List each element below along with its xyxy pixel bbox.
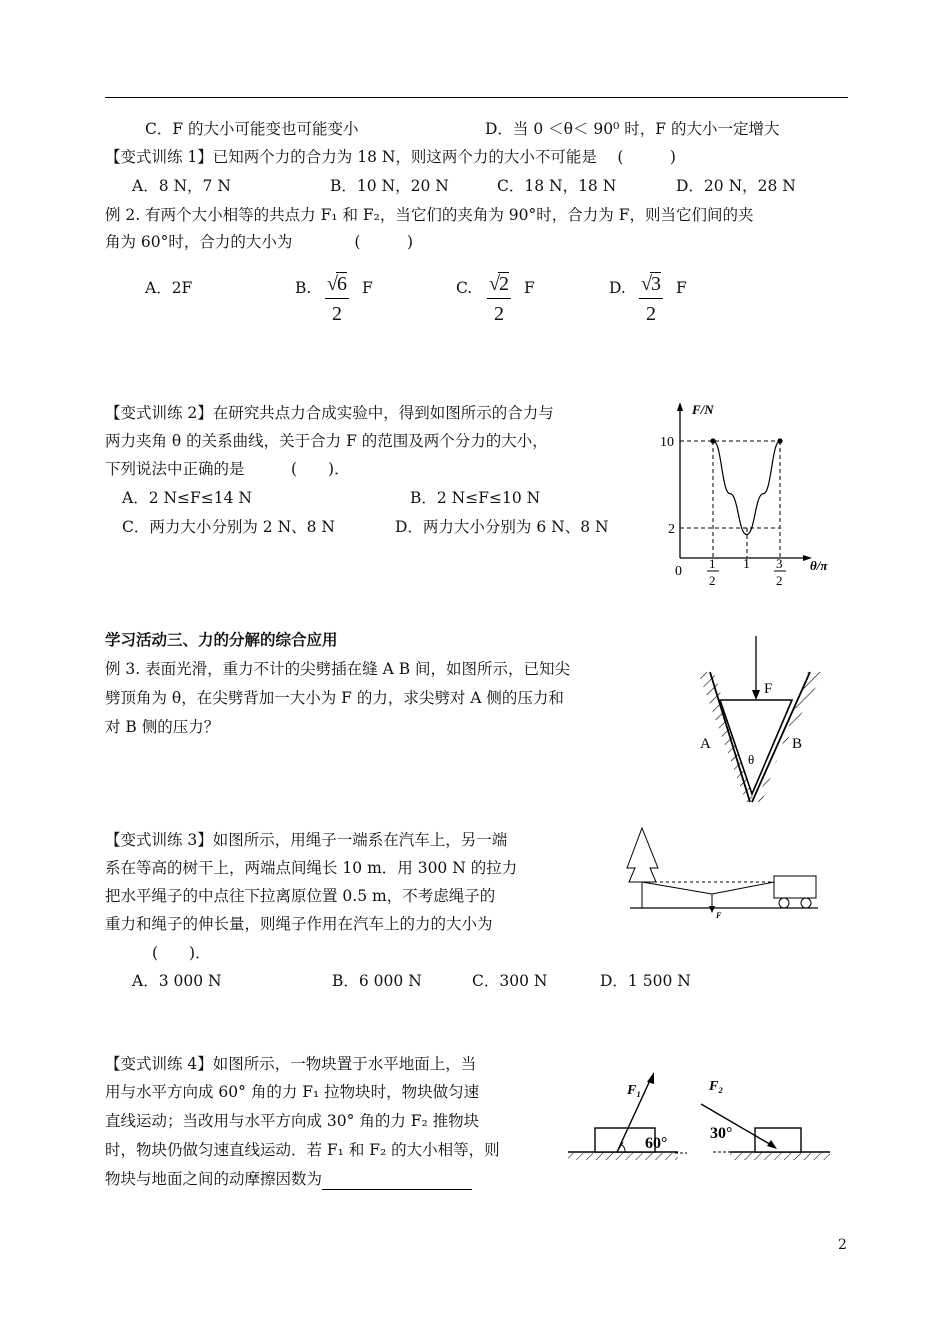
ex2-option-d-unit: F [676,279,687,297]
var4-line5-text: 物块与地面之间的动摩擦因数为 [105,1170,323,1188]
var3-line3: 把水平绳子的中点往下拉离原位置 0.5 m，不考虑绳子的 [105,887,496,905]
var1-option-b: B．10 N，20 N [330,177,449,195]
ex3-line1: 例 3. 表面光滑，重力不计的尖劈插在缝 A B 间，如图所示，已知尖 [105,660,571,678]
ex3-line2: 劈顶角为 θ，在尖劈背加一大小为 F 的力，求尖劈对 A 侧的压力和 [105,689,564,707]
var2-option-a: A．2 N≤F≤14 N [122,489,252,507]
ex2-option-c-fraction: $\frac{√2}{2}$ [489,273,509,325]
fraction-denominator: 2 [331,303,342,325]
graph-y-tick-10: 10 [660,435,674,450]
tree-icon [627,828,658,882]
resultant-curve [713,441,780,535]
wedge-side-b-label: B [792,736,803,752]
var3-option-a: A．3 000 N [132,972,222,990]
force-f1-label: F₁ [627,1083,642,1098]
answer-blank [322,1173,472,1190]
force-f2-label: F₂ [709,1079,724,1094]
var2-line2: 两力夹角 θ 的关系曲线，关于合力 F 的范围及两个分力的大小， [105,432,548,450]
car-icon [774,876,816,898]
var3-option-d: D．1 500 N [600,972,691,990]
ex3-line3: 对 B 侧的压力？ [105,718,220,736]
angle-60-label: 60° [645,1135,668,1152]
var3-line1: 【变式训练 3】如图所示，用绳子一端系在汽车上，另一端 [105,831,508,849]
rope-figure [628,824,848,924]
ex2-option-d-label: D. [609,279,626,297]
var4-line1: 【变式训练 4】如图所示，一物块置于水平地面上，当 [105,1055,477,1073]
var2-option-c: C．两力大小分别为 2 N、8 N [122,518,335,536]
var4-line3: 直线运动；当改用与水平方向成 30° 角的力 F₂ 推物块 [105,1112,480,1130]
ex2-option-b-fraction: $\frac{√6}{2}$ [327,273,347,325]
var3-line4: 重力和绳子的伸长量，则绳子作用在汽车上的力的大小为 [105,915,493,933]
var2-line3: 下列说法中正确的是 ( )． [105,460,350,478]
fraction-denominator: 2 [493,303,504,325]
ex2-line2: 角为 60°时，合力的大小为 ( ) [105,233,413,251]
var1-option-a: A．8 N，7 N [132,177,231,195]
graph-x-tick-threehalves-num: 3 [776,556,783,571]
curve-endpoint-right [777,438,782,443]
var3-option-b: B．6 000 N [332,972,422,990]
var1-option-d: D．20 N，28 N [676,177,796,195]
page-number: 2 [838,1237,847,1253]
var2-option-b: B．2 N≤F≤10 N [410,489,541,507]
curve-endpoint-left [710,438,715,443]
graph-origin: 0 [675,564,682,579]
graph-x-tick-1: 1 [743,557,750,572]
ex2-option-a: A．2F [145,279,193,297]
graph-y-label: F/N [692,402,714,417]
var1-title: 【变式训练 1】已知两个力的合力为 18 N，则这两个力的大小不可能是 ( ) [105,148,676,166]
var1-option-c: C．18 N，18 N [497,177,617,195]
var2-option-d: D．两力大小分别为 6 N、8 N [395,518,609,536]
graph-x-label: θ/π [810,558,828,573]
ex2-line1: 例 2. 有两个大小相等的共点力 F₁ 和 F₂，当它们的夹角为 90°时，合力为 F，则当它们间的夹 [105,206,754,224]
var3-line5: ( )． [152,944,211,962]
rope-force-label: F [716,911,722,920]
wedge-side-a-label: A [700,736,711,752]
graph-x-tick-half-num: 1 [709,556,716,571]
wedge-figure [690,632,840,812]
q1-option-d: D．当 0 ＜θ＜ 90⁰ 时，F 的大小一定增大 [485,120,780,138]
force-angle-graph [655,398,855,588]
block-force-figure [565,1062,835,1172]
graph-y-tick-2: 2 [668,522,675,537]
sqrt-radicand: 3 [650,273,661,295]
graph-x-tick-half-den: 2 [709,573,716,588]
sqrt-radicand: 6 [336,273,347,295]
wedge-force-label: F [764,681,773,697]
sqrt-radicand: 2 [498,273,509,295]
ex2-option-d-fraction: $\frac{√3}{2}$ [641,273,661,325]
var4-line2: 用与水平方向成 60° 角的力 F₁ 拉物块时，物块做匀速 [105,1083,480,1101]
fraction-denominator: 2 [645,303,656,325]
ex2-option-b-unit: F [362,279,373,297]
var4-line5 [105,1168,472,1190]
q1-option-c: C．F 的大小可能变也可能变小 [145,120,359,138]
section3-title: 学习活动三、力的分解的综合应用 [105,631,338,649]
var2-line1: 【变式训练 2】在研究共点力合成实验中，得到如图所示的合力与 [105,404,554,422]
ex2-option-c-label: C. [456,279,473,297]
graph-x-tick-threehalves-den: 2 [776,573,783,588]
var4-line4: 时，物块仍做匀速直线运动．若 F₁ 和 F₂ 的大小相等，则 [105,1141,500,1159]
ex2-option-b-label: B. [295,279,312,297]
ex2-option-c-unit: F [524,279,535,297]
var3-line2: 系在等高的树干上，两端点间绳长 10 m．用 300 N 的拉力 [105,859,518,877]
wedge-angle-label: θ [748,752,755,767]
var3-option-c: C．300 N [472,972,548,990]
header-rule [105,97,848,98]
angle-30-label: 30° [710,1125,733,1142]
